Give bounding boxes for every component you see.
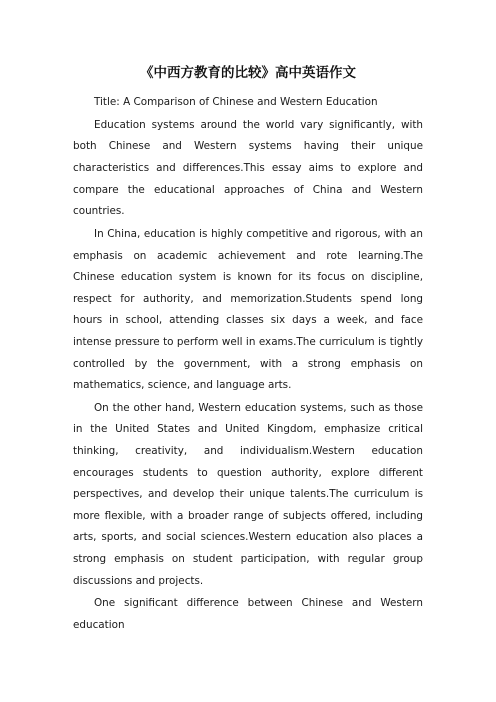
document-body xyxy=(73,92,423,638)
paragraph-essay-title: Title: A Comparison of Chinese and Western Education xyxy=(94,96,378,108)
paragraph-differences: One significant difference between Chinese and Western education xyxy=(73,597,423,631)
document-title: 《中西方教育的比较》高中英语作文 xyxy=(140,65,356,81)
paragraph-chinese-education: In China, education is highly competitive and rigorous, with an emphasis on academic achievement and rote learning.The Chinese education system is known for its focus on discipline, respect for authority, and memorization.Students spend long hours in school, attending classes six days a week, and face intense pressure to perform well in exams.The curriculum is tightly controlled by the government, with a strong emphasis on mathematics, science, and language arts. xyxy=(73,227,423,392)
paragraph-western-education: On the other hand, Western education systems, such as those in the United States and United Kingdom, emphasize critical thinking, creativity, and individualism.Western education encourages students to question authority, explore different perspectives, and develop their unique talents.The curriculum is more flexible, with a broader range of subjects offered, including arts, sports, and social sciences.Western education also places a strong emphasis on student participation, with regular group discussions and projects. xyxy=(73,401,423,587)
paragraph-introduction: Education systems around the world vary significantly, with both Chinese and Western systems having their unique characteristics and differences.This essay aims to explore and compare the educational approaches of China and Western countries. xyxy=(73,118,423,218)
